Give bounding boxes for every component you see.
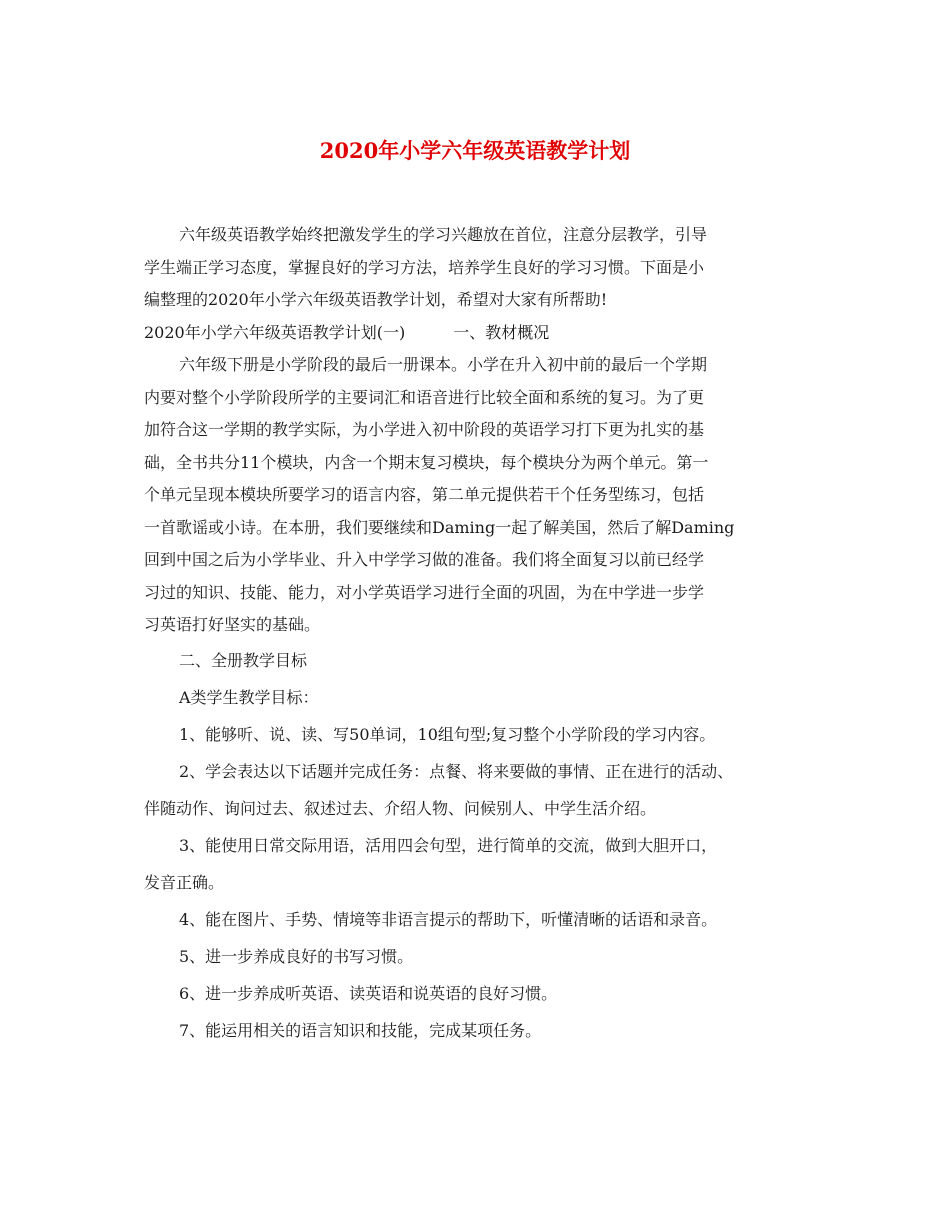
goal-item bbox=[144, 938, 810, 975]
section1-line: 六年级下册是小学阶段的最后一册课本。小学在升入初中前的最后一个学期 bbox=[179, 355, 708, 374]
section1-line: 回到中国之后为小学毕业、升入中学学习做的准备。我们将全面复习以前已经学 bbox=[144, 550, 705, 569]
goal-line: 7、能运用相关的语言知识和技能，完成某项任务。 bbox=[179, 1020, 542, 1040]
section1-heading: 一、教材概况 bbox=[453, 322, 550, 342]
section1-line: 加符合这一学期的教学实际，为小学进入初中阶段的英语学习打下更为扎实的基 bbox=[144, 420, 705, 439]
goal-line: 发音正确。 bbox=[144, 872, 225, 892]
section1-line: 习英语打好坚实的基础。 bbox=[144, 615, 321, 634]
intro-paragraph bbox=[144, 219, 810, 317]
section1-paragraph bbox=[144, 349, 810, 642]
section1-line: 习过的知识、技能、能力，对小学英语学习进行全面的巩固，为在中学进一步学 bbox=[144, 582, 705, 602]
document-body bbox=[144, 219, 810, 1049]
section1-line: 个单元呈现本模块所要学习的语言内容，第二单元提供若干个任务型练习，包括 bbox=[144, 485, 705, 504]
goal-a-heading: A类学生教学目标： bbox=[179, 687, 319, 707]
goal-line: 3、能使用日常交际用语，活用四会句型，进行简单的交流，做到大胆开口， bbox=[179, 835, 718, 855]
goal-item bbox=[144, 901, 810, 938]
intro-line: 学生端正学习态度，掌握良好的学习方法，培养学生良好的学习习惯。下面是小 bbox=[144, 257, 705, 277]
section2-heading: 二、全册教学目标 bbox=[179, 650, 308, 670]
plan-subtitle: 2020年小学六年级英语教学计划(一) bbox=[144, 322, 406, 342]
goal-line: 5、进一步养成良好的书写习惯。 bbox=[179, 946, 414, 966]
goal-line: 6、进一步养成听英语、读英语和说英语的良好习惯。 bbox=[179, 983, 558, 1003]
goal-line: 1、能够听、说、读、写50单词，10组句型;复习整个小学阶段的学习内容。 bbox=[179, 724, 716, 744]
subtitle-line bbox=[144, 317, 810, 350]
section1-line: 内要对整个小学阶段所学的主要词汇和语音进行比较全面和系统的复习。为了更 bbox=[144, 387, 705, 407]
goal-line: 伴随动作、询问过去、叙述过去、介绍人物、问候别人、中学生活介绍。 bbox=[144, 798, 657, 818]
goal-line: 4、能在图片、手势、情境等非语言提示的帮助下，听懂清晰的话语和录音。 bbox=[179, 909, 718, 929]
document-title: 2020年小学六年级英语教学计划 bbox=[319, 138, 631, 163]
goal-item bbox=[144, 753, 810, 827]
section1-line: 一首歌谣或小诗。在本册，我们要继续和Daming一起了解美国，然后了解Daming bbox=[144, 517, 735, 537]
intro-line: 六年级英语教学始终把激发学生的学习兴趣放在首位，注意分层教学，引导 bbox=[179, 225, 708, 244]
section1-line: 础，全书共分11个模块，内含一个期末复习模块，每个模块分为两个单元。第一 bbox=[144, 452, 709, 472]
goal-item bbox=[144, 827, 810, 901]
goal-line: 2、学会表达以下话题并完成任务：点餐、将来要做的事情、正在进行的活动、 bbox=[179, 761, 734, 781]
goal-item bbox=[144, 1012, 810, 1049]
goal-item bbox=[144, 975, 810, 1012]
intro-line: 编整理的2020年小学六年级英语教学计划，希望对大家有所帮助! bbox=[144, 290, 608, 309]
goal-item bbox=[144, 716, 810, 753]
